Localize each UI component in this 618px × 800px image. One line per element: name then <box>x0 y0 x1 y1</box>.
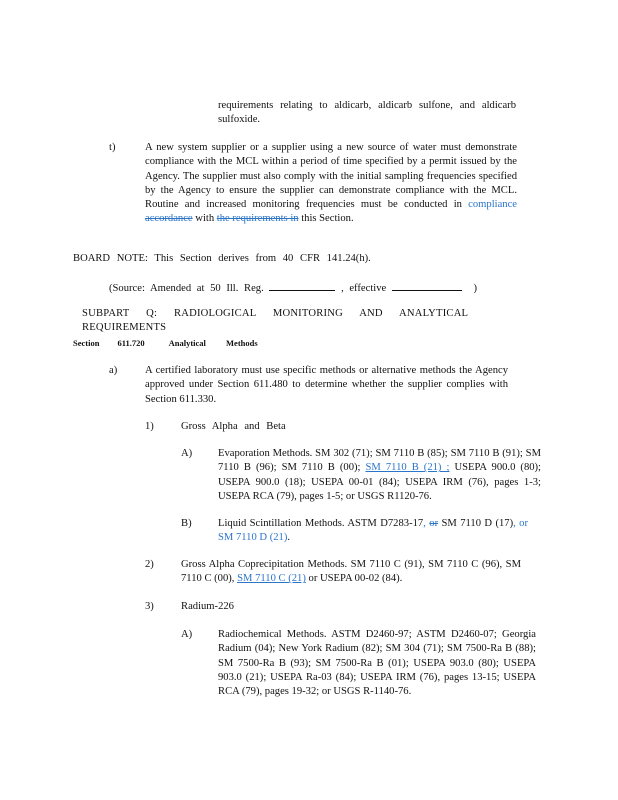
item-1-text: Gross Alpha and Beta <box>181 421 286 432</box>
source-prefix: (Source: Amended at 50 Ill. Reg. <box>109 283 264 294</box>
item-1a-label: A) <box>181 448 193 459</box>
item-1b-text: Liquid Scintillation Methods. ASTM D7283-17 <box>218 518 424 529</box>
source-line <box>109 281 477 296</box>
board-note: BOARD NOTE: This Section derives from 40 CFR 141.24(h). <box>73 253 371 264</box>
inserted-sm-7110-b-21: SM 7110 B (21) ; <box>365 462 450 474</box>
inserted-sm-7110-c-21: SM 7110 C (21) <box>237 573 306 585</box>
item-a-label: a) <box>109 365 118 376</box>
item-3a-label: A) <box>181 629 193 640</box>
item-3a-text: Radiochemical Methods. ASTM D2460-97; ASTM D2460-07; Georgia Radium (04); New York Radium (82); SM 304 (71); SM 7500-Ra B (88); SM 7500-Ra B (93); SM 7500-Ra B (01); USEPA 903.0 (80); USEPA 903.0 (21); USEPA Ra-03 (84); USEPA IRM (76), pages 13-15; USEPA RCA (79), pages 19-32; or USGS R-1140-76. <box>218 629 536 698</box>
item-t-with: with <box>192 213 217 225</box>
item-2-text-b: or USEPA 00-02 (84). <box>305 573 403 585</box>
item-t-end: this Section. <box>298 213 354 225</box>
section-heading <box>73 336 258 350</box>
item-3-label: 3) <box>145 601 154 612</box>
inserted-sm-7110-d-21: , or SM 7110 D (21) <box>218 518 529 544</box>
item-1b-text-b: SM 7110 D (17) <box>438 518 514 529</box>
item-2-label: 2) <box>145 559 154 570</box>
subpart-heading: SUBPART Q: RADIOLOGICAL MONITORING AND ANALYTICAL REQUIREMENTS <box>82 308 468 334</box>
source-middle: , effective <box>341 283 387 294</box>
item-1-label: 1) <box>145 421 154 432</box>
source-blank-register <box>269 281 335 291</box>
item-1a-text-b: USEPA 900.0 (80); USEPA 900.0 (18); USEPA 00-01 (84); USEPA IRM (76), pages 1-3; USEPA RCA (79), pages 1-5; or USGS R1120-76. <box>218 462 542 502</box>
inserted-comma: , <box>423 518 426 529</box>
section-number: 611.720 <box>117 338 145 348</box>
continuation-text: requirements relating to aldicarb, aldicarb sulfone, and aldicarb sulfoxide. <box>218 100 516 126</box>
item-1a-text: Evaporation Methods. SM 302 (71); SM 7110 B (85); SM 7110 B (91); SM 7110 B (96); SM 7110 B (00); <box>218 448 541 474</box>
inserted-compliance: compliance <box>468 199 517 211</box>
deleted-requirements: the requirements in <box>216 213 299 225</box>
item-1b-label: B) <box>181 518 192 529</box>
item-a-text: A certified laboratory must use specific methods or alternative methods the Agency approved under Section 611.480 to determine whether the supplier complies with Section 611.330. <box>145 365 508 405</box>
item-1b-end: . <box>287 532 291 544</box>
item-3-text: Radium-226 <box>181 601 234 612</box>
item-t-text: A new system supplier or a supplier using a new source of water must demonstrate compliance with the MCL within a period of time specified by a permit issued by the Agency. The supplier must also comply with the initial sampling frequencies specified by the Agency to ensure the supplier can demonstrate compliance with the MCL. Routine and increased monitoring frequencies must be conducted in <box>145 142 517 211</box>
item-t-paragraph <box>145 141 517 227</box>
source-blank-effective <box>392 281 462 291</box>
source-suffix: ) <box>473 283 478 294</box>
item-t-label: t) <box>109 142 116 153</box>
section-title: Analytical Methods <box>168 338 258 348</box>
item-1b-paragraph <box>218 517 528 546</box>
item-2-text: Gross Alpha Coprecipitation Methods. SM 7110 C (91), SM 7110 C (96), SM 7110 C (00), <box>181 559 521 585</box>
deleted-or: or <box>429 518 439 529</box>
section-label: Section <box>73 338 100 348</box>
item-2-paragraph <box>181 558 521 587</box>
deleted-accordance: accordance <box>145 213 193 225</box>
item-1a-paragraph <box>218 447 541 504</box>
